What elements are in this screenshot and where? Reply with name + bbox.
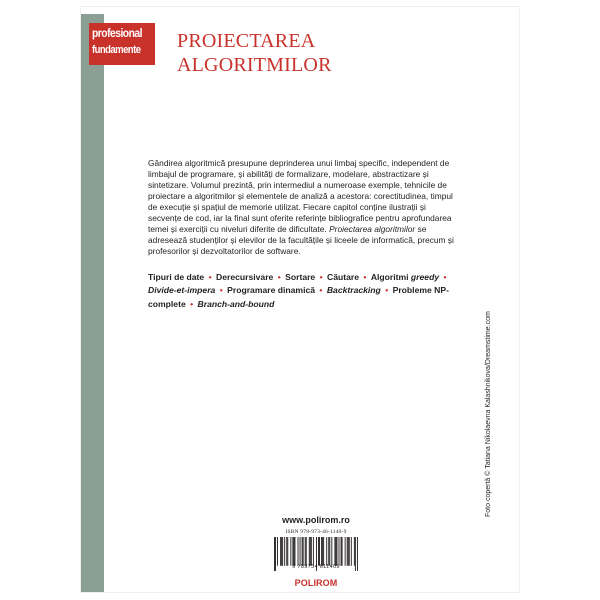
keyword-separator: •: [206, 272, 214, 282]
series-badge-line2: fundamente: [92, 44, 141, 56]
book-description-part2: se adresează studenților și elevilor de la facultățile și liceele de informatică, precum și profesorilor și dezvoltatorilor de software.: [148, 224, 454, 257]
barcode-bar: [313, 537, 314, 566]
book-description: [148, 158, 460, 257]
back-cover: [81, 7, 519, 592]
barcode-bar: [286, 537, 287, 566]
keyword-text: Căutare: [327, 272, 360, 282]
barcode-bar: [351, 537, 352, 566]
book-title-line1: PROIECTAREA: [177, 30, 316, 52]
barcode-bar: [298, 537, 299, 566]
barcode-bar: [321, 537, 322, 566]
barcode-bar: [284, 537, 285, 566]
barcode-bar: [303, 537, 304, 566]
keyword-item: [148, 285, 215, 295]
keyword-separator: •: [275, 272, 284, 282]
book-description-part1: Gândirea algoritmică presupune deprinderea unui limbaj specific, independent de limbajul de programare, și abilități de formalizare, modelare, abstractizare și sintetizare. Volumul prezintă, prin intermediul a numeroase exemple, tehnicile de proiectare a algoritmilor și elementele de analiză a acestora: corectitudinea, timpul de execuție și spațiul de memorie utilizat. Fiecare capitol conține ilustrații și secvențe de cod, iar la final sunt oferite referințe bibliografice pentru aprofundarea temei și exerciții cu niveluri diferite de dificultate.: [148, 158, 453, 235]
barcode-bar: [277, 537, 278, 566]
barcode-bar: [306, 537, 307, 566]
keyword-separator: •: [217, 285, 226, 296]
keyword-text: Tipuri de date: [148, 272, 205, 282]
keyword-item: [198, 299, 275, 309]
barcode-bar: [300, 537, 301, 566]
keyword-text: Branch-and-bound: [197, 298, 275, 309]
barcode-bar: [328, 537, 329, 566]
barcode-bar: [341, 537, 342, 566]
barcode-bar: [347, 537, 348, 566]
barcode-bar: [335, 537, 336, 566]
book-title: [177, 29, 477, 77]
keyword-item: [285, 272, 315, 282]
book-title-reference: Proiectarea algoritmilor: [329, 224, 416, 235]
barcode-bar: [326, 537, 327, 566]
keyword-text: Backtracking: [326, 285, 381, 296]
keyword-item: [216, 272, 273, 282]
photo-credit: Foto copertă © Tatiana Nikolaevna Kalashnikova/Dreamstime.com: [485, 311, 492, 517]
barcode-bar: [310, 537, 311, 566]
barcode-bar: [294, 537, 295, 566]
keyword-text: Programare dinamică: [227, 285, 316, 296]
publisher-logo: POLIROM: [294, 578, 338, 588]
keyword-separator: •: [317, 285, 325, 296]
barcode-bar: [305, 537, 306, 566]
barcode-bar: [311, 537, 312, 566]
keyword-item: [327, 285, 381, 295]
keyword-item: [227, 285, 315, 295]
barcode-bar: [290, 537, 291, 566]
barcode-bar: [339, 537, 340, 566]
keyword-item: [371, 272, 439, 282]
barcode-digits: 9 789734 611409: [292, 564, 340, 570]
keyword-text: Derecursivare: [215, 272, 274, 282]
barcode-bar: [345, 537, 346, 566]
barcode-bar: [287, 537, 288, 566]
keyword-item: [148, 272, 204, 282]
topic-keywords: [148, 271, 464, 311]
barcode-bar: [302, 537, 303, 566]
barcode-bar: [282, 537, 283, 566]
barcode-bar: [329, 537, 330, 566]
keyword-separator: •: [382, 285, 391, 296]
keyword-item: [327, 272, 359, 282]
barcode-bar: [336, 537, 337, 566]
barcode-bar: [323, 537, 324, 566]
publisher-website: www.polirom.ro: [282, 515, 350, 525]
barcode-bar: [349, 537, 350, 566]
barcode-bar: [281, 537, 282, 566]
barcode-bar: [319, 537, 320, 566]
keyword-separator: •: [187, 298, 196, 309]
keyword-separator: •: [441, 272, 447, 282]
isbn-label: ISBN 978-973-46-1140-9: [285, 529, 347, 535]
barcode-bar: [342, 537, 343, 566]
spine-color-band: [81, 14, 104, 592]
barcode-bar: [322, 537, 323, 566]
barcode-bar: [293, 537, 294, 566]
barcode-bar: [331, 537, 332, 566]
keyword-text: Divide-et-impera: [148, 285, 216, 296]
series-badge-line1: profesional: [92, 26, 142, 40]
keyword-prefix: Algoritmi: [370, 272, 411, 282]
series-badge: [89, 23, 155, 65]
keyword-text: Probleme NP-complete: [148, 285, 449, 309]
barcode-bar: [280, 537, 281, 566]
keyword-text: greedy: [410, 272, 440, 282]
keyword-text: Sortare: [285, 272, 316, 282]
keyword-separator: •: [317, 272, 326, 282]
barcode-bar: [348, 537, 349, 566]
barcode-bar: [318, 537, 319, 566]
barcode-bar: [292, 537, 293, 566]
book-title-line2: ALGORITMILOR: [177, 54, 332, 76]
barcode-bar: [309, 537, 310, 566]
barcode-bar: [354, 537, 355, 566]
barcode-bar: [334, 537, 335, 566]
keyword-separator: •: [361, 272, 369, 282]
